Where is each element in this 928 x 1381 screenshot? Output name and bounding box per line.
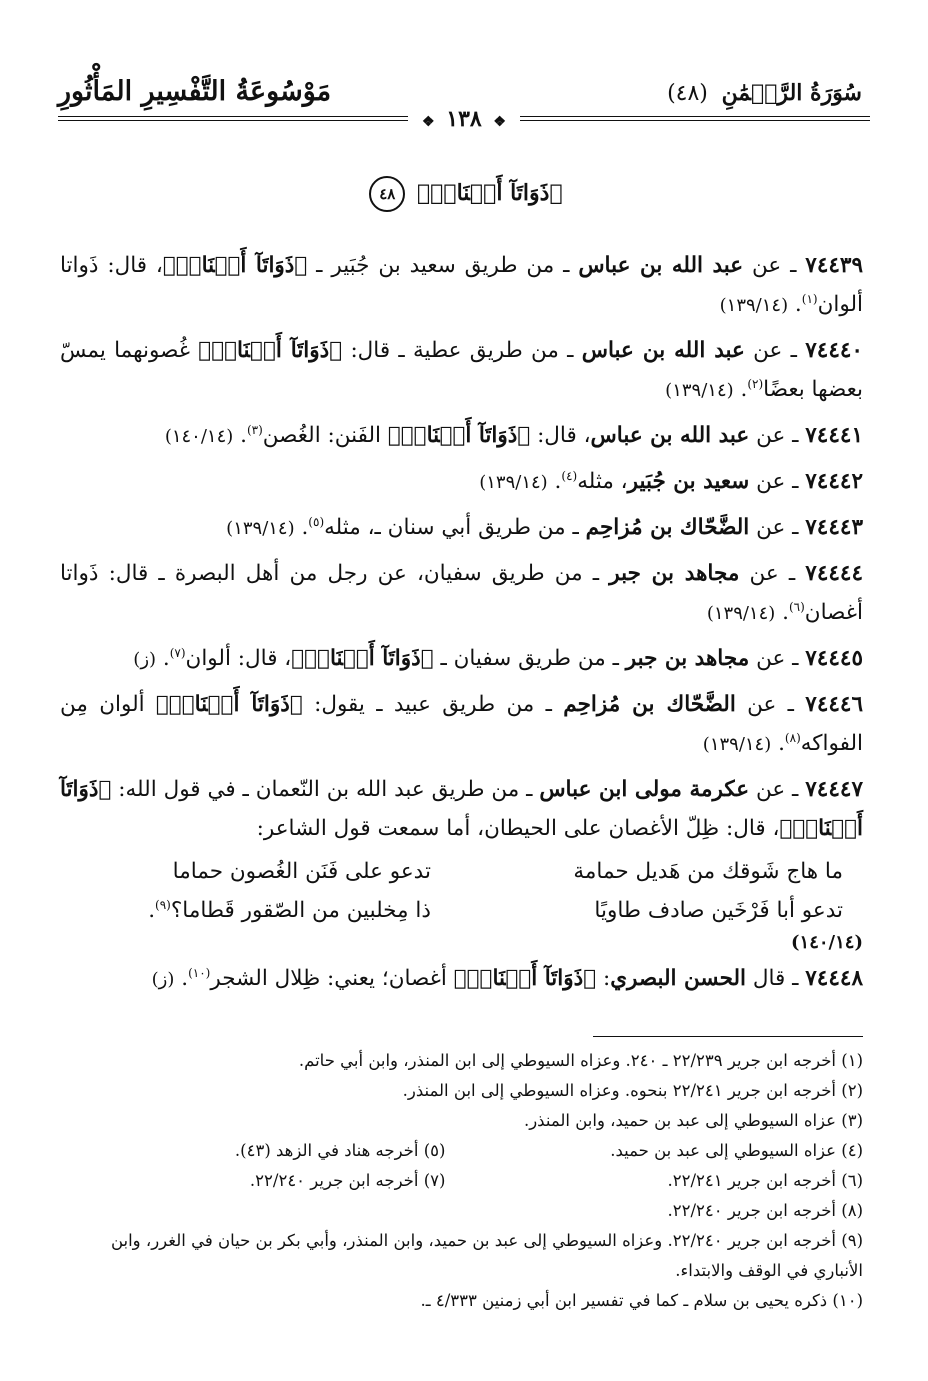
entry	[60, 462, 863, 502]
entry-text: غُصونهما يمسّ بعضها بعضًا	[60, 338, 863, 402]
narrator-name: مجاهد بن جبر	[625, 646, 750, 671]
volume-reference: (ز)	[151, 969, 175, 990]
entry-text: ألوان مِن الفواكه	[60, 692, 863, 756]
body-text	[60, 246, 863, 1005]
entry-text: ـ من طريق سعيد بن جُبَير ـ	[307, 253, 579, 278]
footnote: (٤) عزاه السيوطي إلى عبد بن حميد.	[610, 1141, 863, 1160]
footnotes	[60, 1046, 863, 1316]
footnote-marker: (٩)	[155, 897, 171, 912]
footnote-marker: (٨)	[784, 730, 801, 745]
volume-reference: (١٣٩/١٤)	[702, 734, 772, 755]
surah-title	[667, 80, 862, 106]
footnote-marker: (٤)	[561, 468, 578, 483]
ornament-icon: ❖	[493, 114, 506, 130]
narrator-name: عبد الله بن عباس	[581, 338, 745, 363]
volume-reference: (١٣٩/١٤)	[479, 472, 548, 493]
poem-hemistich: ما هاج شَوقك من هَديل حمامة	[573, 859, 843, 884]
volume-reference: (١٤٠/١٤)	[791, 932, 863, 953]
verse-text: ﴿ذَوَاتَآ أَفۡنَانٖ﴾	[416, 180, 563, 206]
entry	[60, 416, 863, 456]
footnote: (٦) أخرجه ابن جرير ٢٢/٢٤١.	[667, 1171, 863, 1190]
entry	[60, 685, 863, 764]
page-number	[408, 106, 520, 132]
entry	[60, 959, 863, 999]
footnote-separator	[593, 1036, 863, 1037]
entry-text: .	[233, 423, 247, 448]
entry-text: .	[788, 292, 802, 317]
quran-quote: ﴿ذَوَاتَآ أَفۡنَانٖ﴾	[162, 253, 308, 278]
narrator-name: الضَّحّاك بن مُزاحِم	[585, 515, 750, 540]
entry-number: ٧٤٤٣٩	[805, 253, 864, 278]
footnote-marker: (٢)	[747, 376, 764, 391]
footnote: (٢) أخرجه ابن جرير ٢٢/٢٤١ بنحوه. وعزاه السيوطي إلى ابن المنذر.	[402, 1081, 863, 1100]
page-number-text: ١٣٨	[446, 106, 482, 132]
ayah-number: (٤٨)	[667, 81, 708, 106]
volume-reference: (١٣٩/١٤)	[706, 603, 776, 624]
quran-quote: ﴿ذَوَاتَآ أَفۡنَانٖ﴾	[60, 777, 863, 841]
entry-text: .	[174, 966, 189, 991]
entry-text: ـ عن	[749, 777, 806, 802]
surah-name: سُوَرَةُ الرَّحۡمَٰنِ	[721, 80, 862, 106]
footnote: (١) أخرجه ابن جرير ٢٢/٢٣٩ ـ ٢٤٠. وعزاه السيوطي إلى ابن المنذر، وابن أبي حاتم.	[298, 1051, 863, 1070]
entry-text: ـ من طريق عطية ـ قال:	[342, 338, 582, 363]
footnote-row	[60, 1136, 863, 1166]
entry-text: الفَنن: الغُصن	[262, 423, 388, 448]
poem-end-mark: .	[148, 898, 156, 923]
ornament-icon: ❖	[422, 114, 435, 130]
entry-text: ـ من طريق أبي سنان ـ، مثله	[324, 515, 586, 540]
entry-text: :	[596, 966, 611, 991]
entry-text: ـ عن	[743, 253, 806, 278]
narrator-name: سعيد بن جُبَير	[627, 469, 750, 494]
entry	[60, 770, 863, 848]
entry-number: ٧٤٤٤٤	[805, 561, 864, 586]
volume-reference: (١٤٠/١٤)	[164, 426, 234, 447]
footnote: (٨) أخرجه ابن جرير ٢٢/٢٤٠.	[667, 1201, 863, 1220]
footnote-marker: (٧)	[169, 645, 186, 660]
footnote: (٩) أخرجه ابن جرير ٢٢/٢٤٠. وعزاه السيوطي إلى عبد بن حميد، وابن المنذر، وأبي بكر بن حيان في الغرر، وابن الأنباري في الوقف والابتداء.	[110, 1231, 863, 1280]
quran-quote: ﴿ذَوَاتَآ أَفۡنَانٖ﴾	[387, 423, 531, 448]
entry-text: .	[771, 731, 785, 756]
narrator-name: عكرمة مولى ابن عباس	[539, 777, 750, 802]
footnote-marker: (٥)	[308, 514, 325, 529]
entry-number: ٧٤٤٤٨	[805, 966, 863, 991]
entry-text: .	[733, 377, 748, 402]
entry-text: ـ من طريق سفيان ـ	[433, 646, 626, 671]
entry-text: ـ عن	[749, 423, 806, 448]
verse-heading	[0, 176, 928, 212]
entry-text: .	[547, 469, 562, 494]
poem-line	[60, 891, 863, 930]
poem	[60, 852, 863, 930]
entry-text: ـ من طريق سفيان، عن رجل من أهل البصرة ـ قال: ذَواتا أغصان	[60, 561, 863, 625]
entry-number: ٧٤٤٤١	[805, 423, 863, 448]
entry-text: .	[156, 646, 170, 671]
footnote: (٣) عزاه السيوطي إلى عبد بن حميد، وابن المنذر.	[523, 1111, 863, 1130]
entry-text: ـ عن	[735, 692, 806, 717]
volume-reference: (١٣٩/١٤)	[719, 295, 789, 316]
entry-text: ، قال:	[530, 423, 591, 448]
narrator-name: الحسن البصري	[610, 966, 746, 991]
entry-text: ـ عن	[744, 338, 806, 363]
entry-text: ـ عن	[749, 646, 806, 671]
footnote-marker: (٦)	[788, 599, 805, 614]
book-title: مَوْسُوعَةُ التَّفْسِيرِ المَأْثُورِ	[58, 76, 332, 107]
entry-text: أغصان؛ يعني: ظِلال الشجر	[210, 966, 454, 991]
entry-text: ، مثله	[577, 469, 628, 494]
entry-text: ـ من طريق عبد الله بن النّعمان ـ في قول الله:	[111, 777, 540, 802]
entry-text: ـ عن	[749, 515, 806, 540]
footnote: (٧) أخرجه ابن جرير ٢٢/٢٤٠.	[249, 1171, 446, 1190]
poem-hemistich: تدعو على فَنَن الغُصون حماما	[172, 859, 431, 884]
entry	[60, 508, 863, 548]
entry-text: ، قال: ذَواتا ألوان	[60, 253, 863, 317]
narrator-name: مجاهد بن جبر	[609, 561, 740, 586]
entry-text: .	[775, 600, 789, 625]
entry-number: ٧٤٤٤٦	[805, 692, 864, 717]
entry-text: ، قال: ظِلّ الأغصان على الحيطان، أما سمعت قول الشاعر:	[256, 816, 780, 841]
entry-text: ـ قال	[745, 966, 806, 991]
entry	[60, 331, 863, 410]
footnote-marker: (١٠)	[188, 965, 211, 980]
entry	[60, 554, 863, 633]
volume-reference: (١٣٩/١٤)	[665, 380, 734, 401]
entry-number: ٧٤٤٤٣	[805, 515, 863, 540]
quran-quote: ﴿ذَوَاتَآ أَفۡنَانٖ﴾	[453, 966, 597, 991]
entry	[60, 246, 863, 325]
entry-number: ٧٤٤٤٥	[805, 646, 863, 671]
entry	[60, 639, 863, 679]
footnote-marker: (١)	[801, 291, 818, 306]
entry-text: ، قال: ألوان	[185, 646, 292, 671]
footnote-row	[60, 1166, 863, 1196]
quran-quote: ﴿ذَوَاتَآ أَفۡنَانٖ﴾	[291, 646, 434, 671]
volume-reference: (ز)	[133, 649, 157, 670]
footnote: (١٠) ذكره يحيى بن سلام ـ كما في تفسير ابن أبي زمنين ٤/٣٣٣ ـ.	[420, 1291, 863, 1310]
entry-text: ـ من طريق عبيد ـ يقول:	[302, 692, 564, 717]
narrator-name: الضَّحّاك بن مُزاحِم	[563, 692, 736, 717]
quran-quote: ﴿ذَوَاتَآ أَفۡنَانٖ﴾	[155, 692, 303, 717]
entry-number: ٧٤٤٤٢	[805, 469, 863, 494]
entry-number: ٧٤٤٤٠	[805, 338, 863, 363]
entry-number: ٧٤٤٤٧	[805, 777, 863, 802]
poem-line	[60, 852, 863, 891]
quran-quote: ﴿ذَوَاتَآ أَفۡنَانٖ﴾	[198, 338, 343, 363]
ayah-badge: ٤٨	[369, 176, 405, 212]
footnote-marker: (٣)	[246, 422, 263, 437]
volume-reference: (١٣٩/١٤)	[226, 518, 295, 539]
footnote: (٥) أخرجه هناد في الزهد (٤٣).	[234, 1141, 446, 1160]
poem-hemistich-text: ذا مِخلبين من الصّقور قَطاما؟	[170, 898, 431, 923]
entry-text: ـ عن	[749, 469, 806, 494]
narrator-name: عبد الله بن عباس	[578, 253, 744, 278]
poem-hemistich	[80, 891, 431, 930]
entry-text: ـ عن	[739, 561, 806, 586]
poem-hemistich: تدعو أبا فَرْخَين صادف طاويًا	[594, 898, 843, 923]
narrator-name: عبد الله بن عباس	[590, 423, 750, 448]
page-number-area	[0, 106, 928, 132]
entry-text: .	[294, 515, 309, 540]
